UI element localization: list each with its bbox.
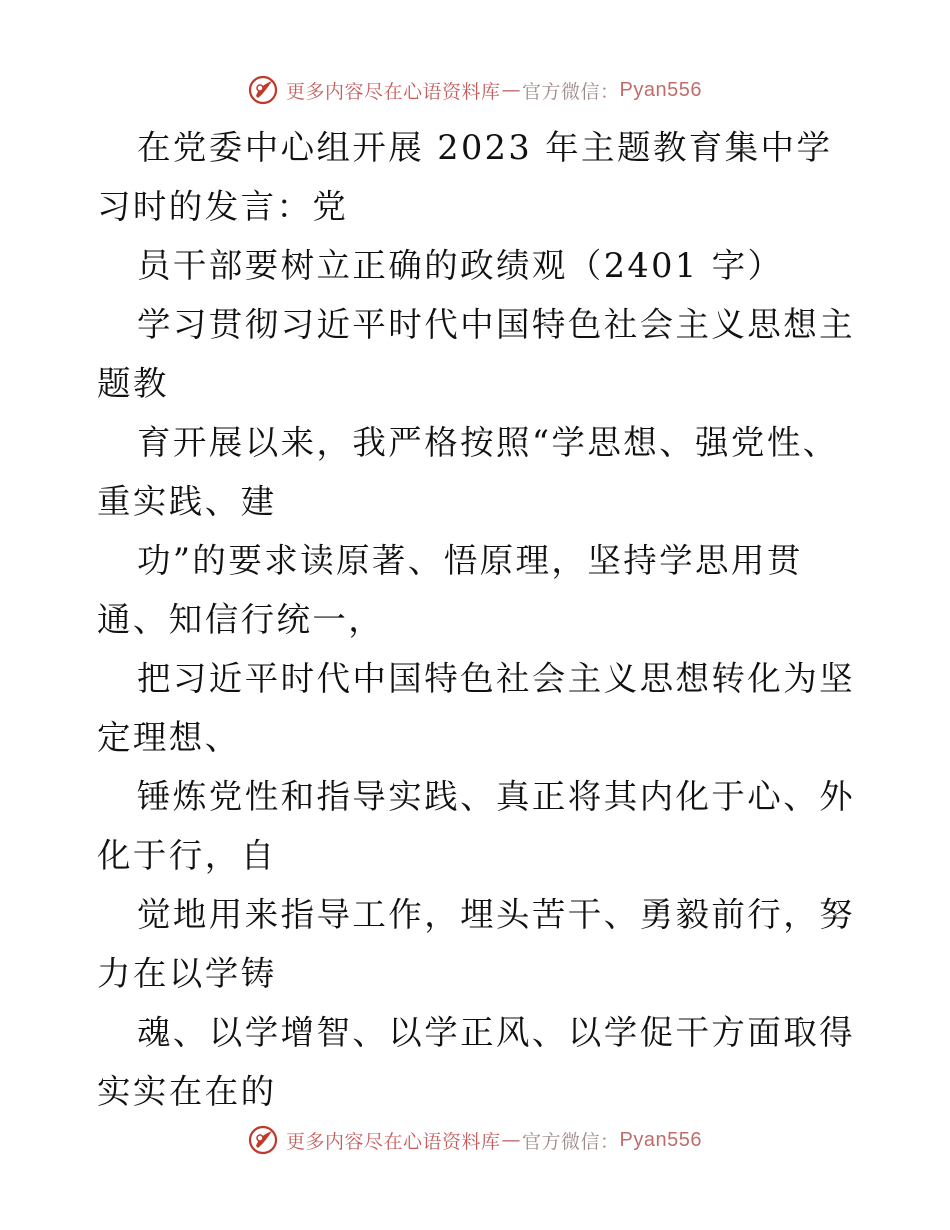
paragraph: 在党委中心组开展 2023 年主题教育集中学习时的发言：党 <box>97 128 833 226</box>
paragraph: 魂、以学增智、以学正风、以学促干方面取得实实在在的 <box>97 1013 855 1111</box>
banner-separator: — <box>501 79 522 101</box>
banner-brand-text: 更多内容尽在心语资料库 <box>286 80 501 103</box>
banner-separator: — <box>501 1129 522 1151</box>
document-body <box>97 118 857 1121</box>
paragraph: 把习近平时代中国特色社会主义思想转化为坚定理想、 <box>97 659 855 757</box>
header-watermark-banner <box>0 70 950 110</box>
brand-logo-icon <box>248 1125 278 1155</box>
paragraph: 育开展以来，我严格按照“学思想、强党性、重实践、建 <box>97 423 839 521</box>
paragraph: 锤炼党性和指导实践、真正将其内化于心、外化于行，自 <box>97 777 855 875</box>
brand-logo-icon <box>248 75 278 105</box>
banner-wechat-label: 官方微信： <box>522 1130 620 1153</box>
paragraph: 学习贯彻习近平时代中国特色社会主义思想主题教 <box>97 305 855 403</box>
paragraph: 功”的要求读原著、悟原理，坚持学思用贯通、知信行统一， <box>97 541 803 639</box>
footer-watermark-banner <box>0 1120 950 1160</box>
banner-brand-text: 更多内容尽在心语资料库 <box>286 1130 501 1153</box>
paragraph: 觉地用来指导工作，埋头苦干、勇毅前行，努力在以学铸 <box>97 895 855 993</box>
banner-wechat-id: Pyan556 <box>619 1128 702 1151</box>
banner-wechat-id: Pyan556 <box>619 78 702 101</box>
paragraph: 员干部要树立正确的政绩观（2401 字） <box>137 246 784 285</box>
banner-wechat-label: 官方微信： <box>522 80 620 103</box>
